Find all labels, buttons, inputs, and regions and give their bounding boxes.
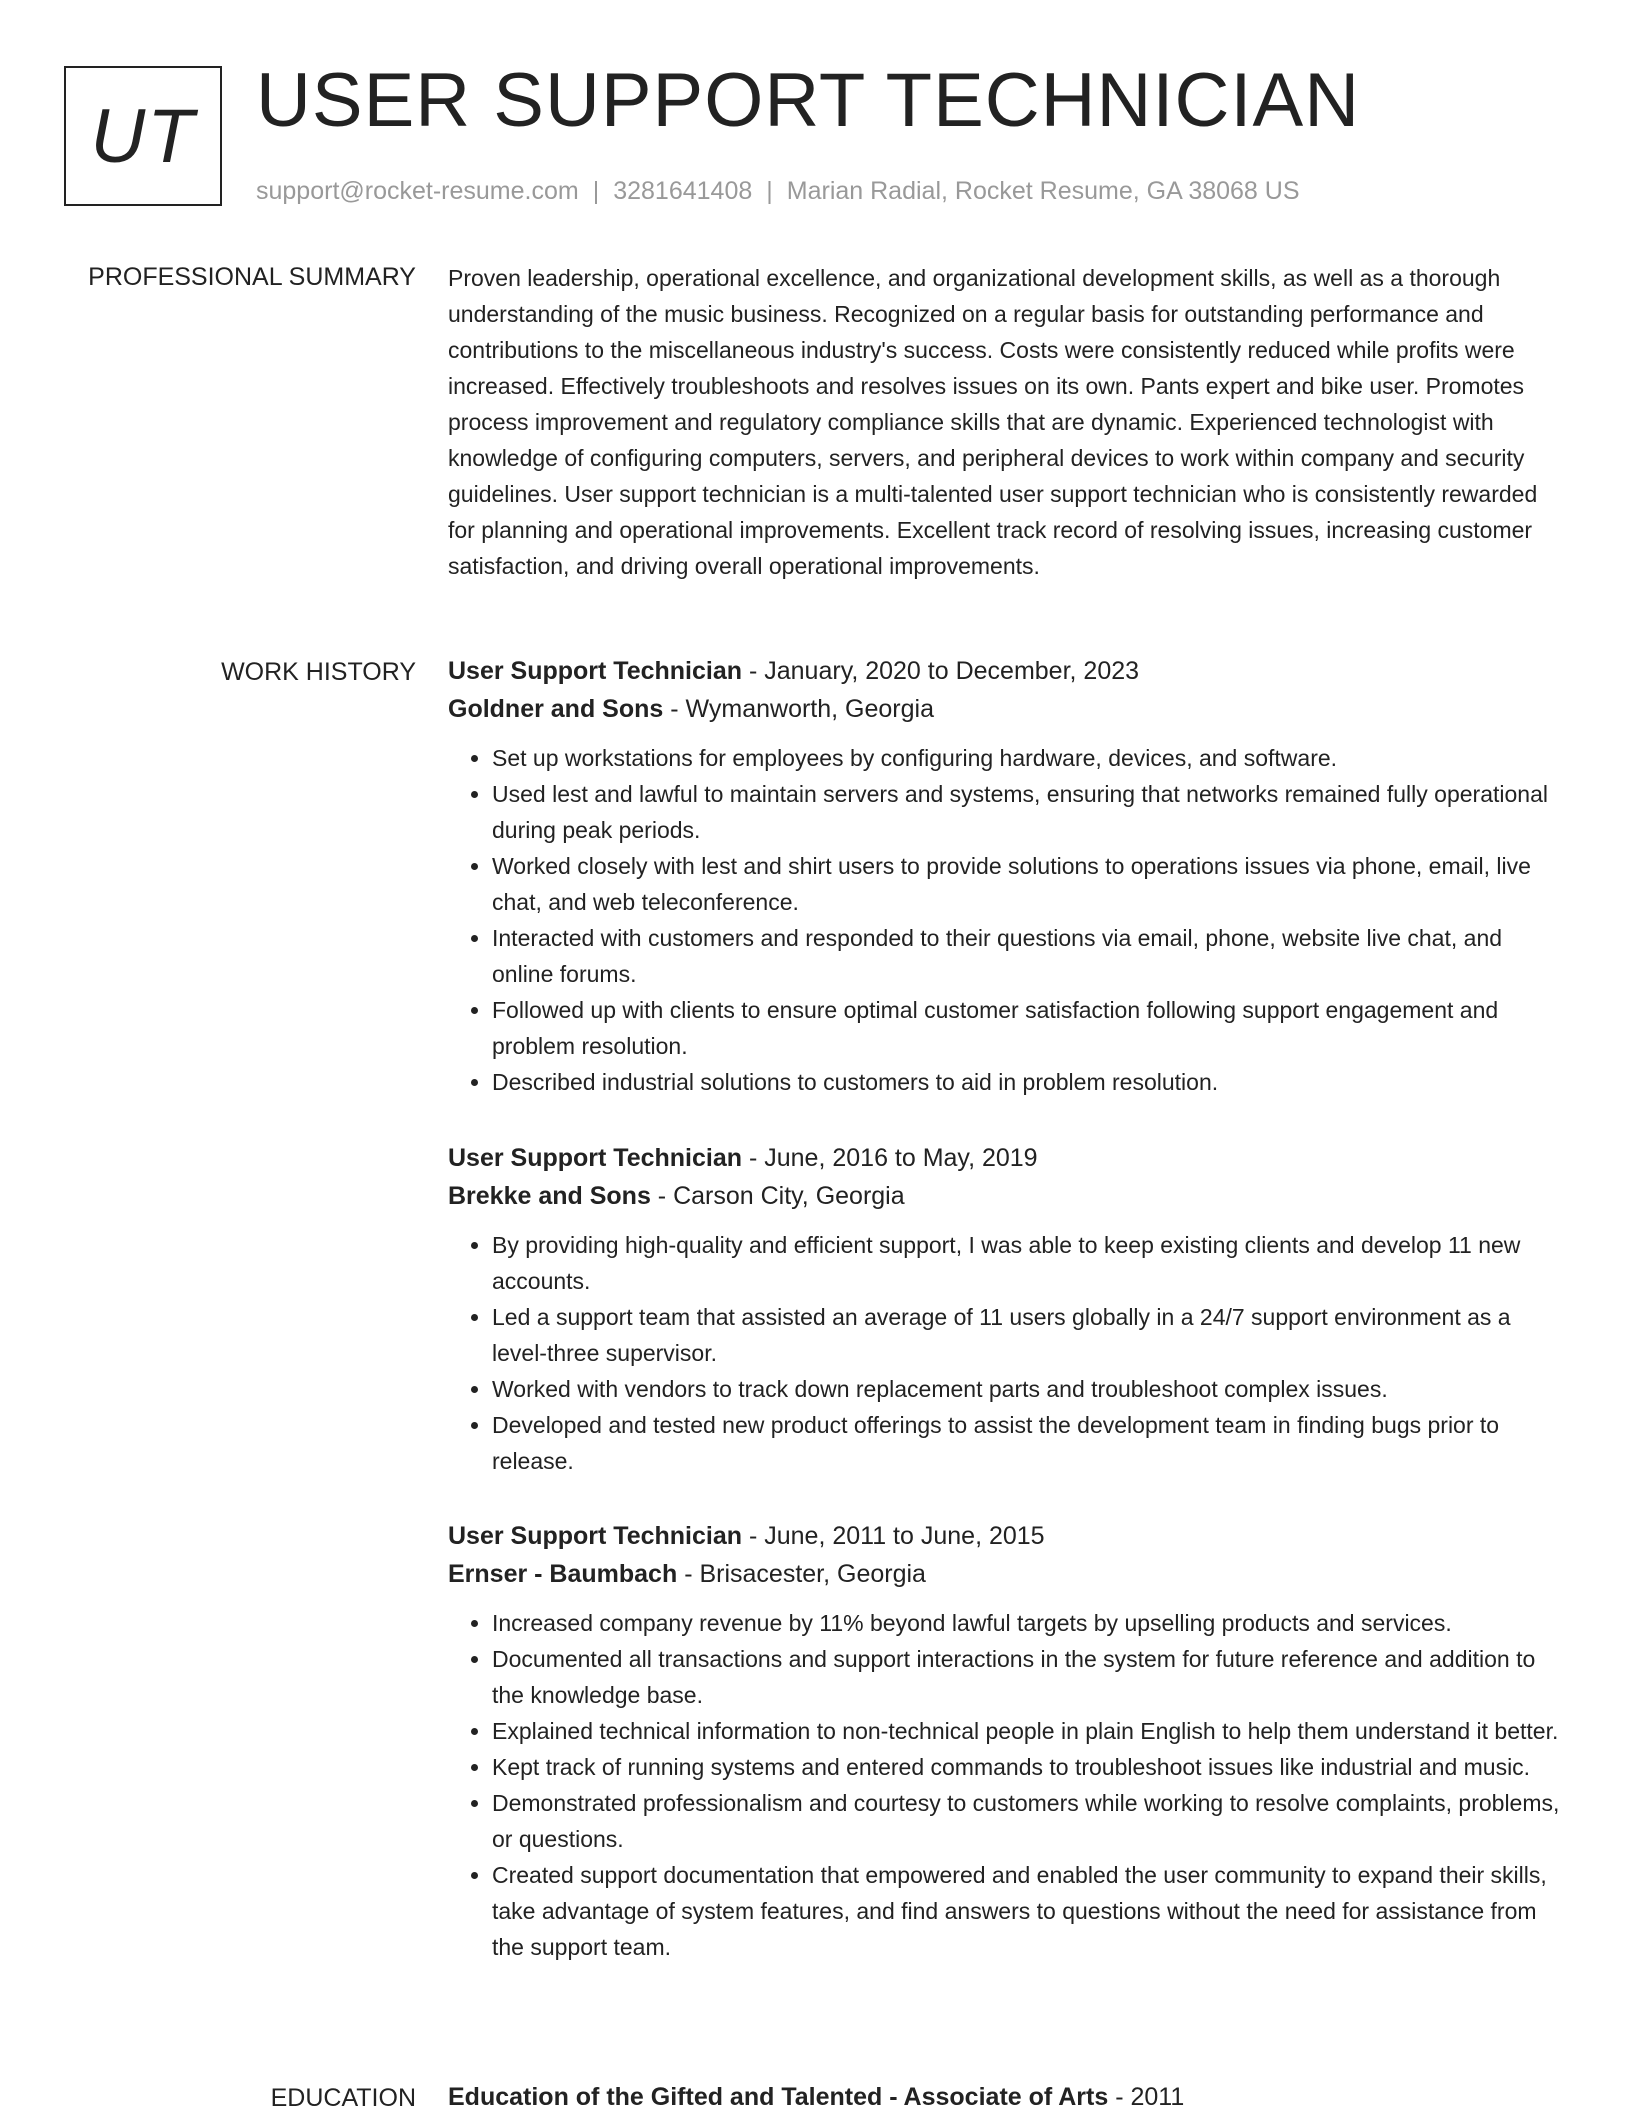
summary-text: Proven leadership, operational excellence, and organizational development skills, as well as a thorough understanding of the music business. Recognized on a regular basis for outstanding performance and contributions to the miscellaneous industry's success. Costs were consistently reduced while profits were increased. Effectively troubleshoots and resolves issues on its own. Pants expert and bike user. Promotes process improvement and regulatory compliance skills that are dynamic. Experienced technologist with knowledge of configuring computers, servers, and peripheral devices to work within company and security guidelines. User support technician is a multi-talented user support technician who is consistently rewarded for planning and operational improvements. Excellent track record of resolving issues, increasing customer satisfaction, and driving overall operational improvements. [448, 265, 1538, 579]
job-bullet: • Explained technical information to non-technical people in plain English to help them understand it better. [492, 1713, 1568, 1749]
job-bullet: • Described industrial solutions to customers to aid in problem resolution. [492, 1064, 1568, 1100]
job-bullet: • Increased company revenue by 11% beyond lawful targets by upselling products and services. [492, 1605, 1568, 1641]
job-title-line [448, 652, 1568, 690]
job-location: - Wymanworth, Georgia [663, 695, 934, 723]
job-company-line [448, 1177, 1568, 1215]
job-bullets [448, 740, 1568, 1100]
education-line [448, 2078, 1568, 2116]
job-title: User Support Technician [448, 1522, 743, 1550]
job-company: Ernser - Baumbach [448, 1560, 678, 1588]
job-company-line [448, 1555, 1568, 1593]
job-bullet: • Followed up with clients to ensure optimal customer satisfaction following support engagement and problem resolution. [492, 992, 1568, 1064]
job-dates: - January, 2020 to December, 2023 [742, 657, 1140, 685]
job-company: Brekke and Sons [448, 1182, 651, 1210]
contact-separator: | [592, 177, 600, 205]
job-title-line [448, 1139, 1568, 1177]
job-dates: - June, 2016 to May, 2019 [742, 1144, 1038, 1172]
job-bullet: • Developed and tested new product offerings to assist the development team in finding bugs prior to release. [492, 1407, 1568, 1479]
contact-line [256, 176, 1300, 206]
job-bullet: • Demonstrated professionalism and courtesy to customers while working to resolve complaints, problems, or questions. [492, 1785, 1568, 1857]
job-bullet: • Worked closely with lest and shirt users to provide solutions to operations issues via phone, email, live chat, and web teleconference. [492, 848, 1568, 920]
job-entry [448, 652, 1568, 1100]
section-label-summary: PROFESSIONAL SUMMARY [88, 263, 416, 291]
job-bullet: • Led a support team that assisted an average of 11 users globally in a 24/7 support environment as a level-three supervisor. [492, 1299, 1568, 1371]
job-bullet: • Set up workstations for employees by configuring hardware, devices, and software. [492, 740, 1568, 776]
job-location: - Carson City, Georgia [650, 1182, 905, 1210]
education-degree: Education of the Gifted and Talented - Associate of Arts [448, 2083, 1109, 2111]
job-bullets [448, 1605, 1568, 1965]
job-title-line [448, 1517, 1568, 1555]
resume-title: USER SUPPORT TECHNICIAN [256, 58, 1361, 143]
job-bullet: • By providing high-quality and efficient support, I was able to keep existing clients and develop 11 new accounts. [492, 1227, 1568, 1299]
job-bullet: • Interacted with customers and responded to their questions via email, phone, website live chat, and online forums. [492, 920, 1568, 992]
job-bullet: • Worked with vendors to track down replacement parts and troubleshoot complex issues. [492, 1371, 1568, 1407]
monogram-logo: UT [64, 66, 222, 206]
job-entry [448, 1517, 1568, 1965]
job-bullet: • Documented all transactions and support interactions in the system for future reference and addition to the knowledge base. [492, 1641, 1568, 1713]
contact-address: Marian Radial, Rocket Resume, GA 38068 US [786, 177, 1300, 205]
job-company: Goldner and Sons [448, 695, 664, 723]
section-label-work-history: WORK HISTORY [221, 658, 416, 686]
job-title: User Support Technician [448, 1144, 743, 1172]
job-bullets [448, 1227, 1568, 1479]
education-year: - 2011 [1108, 2083, 1185, 2111]
job-location: - Brisacester, Georgia [677, 1560, 926, 1588]
job-entry [448, 1139, 1568, 1479]
education-entry [448, 2078, 1568, 2116]
contact-email[interactable]: support@rocket-resume.com [256, 177, 579, 205]
job-title: User Support Technician [448, 657, 743, 685]
job-dates: - June, 2011 to June, 2015 [742, 1522, 1045, 1550]
contact-separator: | [766, 177, 773, 205]
contact-phone[interactable]: 3281641408 [613, 177, 753, 205]
job-bullet: • Created support documentation that empowered and enabled the user community to expand their skills, take advantage of system features, and find answers to questions without the need for assistance from the support team. [492, 1857, 1568, 1965]
job-company-line [448, 690, 1568, 728]
summary-section [448, 260, 1568, 584]
job-bullet: • Kept track of running systems and entered commands to troubleshoot issues like industrial and music. [492, 1749, 1568, 1785]
job-bullet: • Used lest and lawful to maintain servers and systems, ensuring that networks remained fully operational during peak periods. [492, 776, 1568, 848]
section-label-education: EDUCATION [270, 2084, 416, 2112]
